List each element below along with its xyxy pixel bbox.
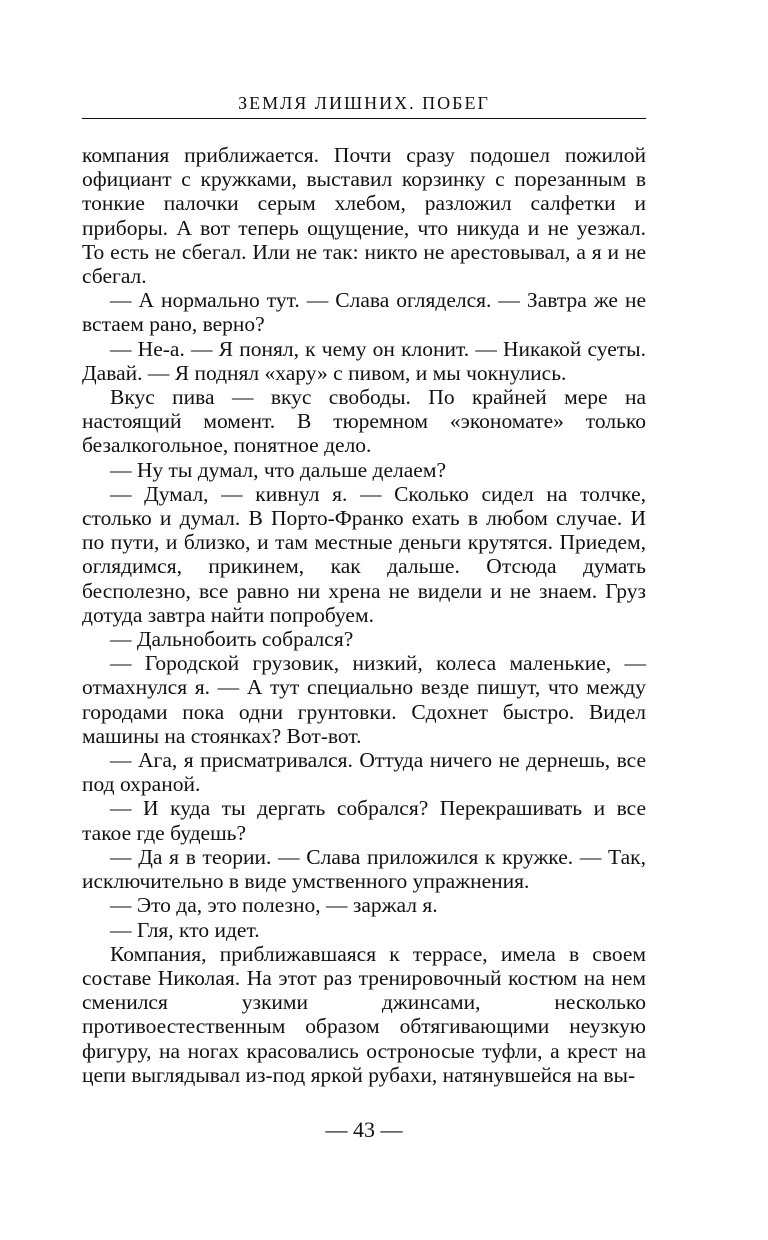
paragraph-continuation: компания приближается. Почти сразу подошел пожилой официант с кружками, выставил корзинку с порезанным в тонкие палочки серым хлебом, разложил салфетки и приборы. А вот теперь ощущение, что никуда и не уезжал. То есть не сбегал. Или не так: никто не арестовывал, а я и не сбегал. [82, 143, 646, 289]
paragraph: — Ага, я присматривался. Оттуда ничего не дернешь, все под охраной. [82, 748, 646, 797]
paragraph: — Гля, кто идет. [110, 917, 260, 942]
paragraph: — И куда ты дергать собрался? Перекрашивать и все такое где будешь? [82, 796, 646, 845]
paragraph: — Ну ты думал, что дальше делаем? [110, 457, 446, 482]
paragraph: — Это да, это полезно, — заржал я. [110, 893, 438, 918]
paragraph: — Дальнобоить собрался? [110, 627, 354, 652]
paragraph: Компания, приближавшаяся к террасе, имела в своем составе Николая. На этот раз тренировочный костюм на нем сменился узкими джинсами, несколько противоестественным образом обтягивающими неузкую фигуру, на ногах красовались остроносые туфли, а крест на цепи выглядывал из-под яркой рубахи, натянувшейся на вы- [82, 941, 646, 1087]
page-number: — 43 — [325, 1117, 403, 1142]
paragraph: — Не-а. — Я понял, к чему он клонит. — Никакой суеты. Давай. — Я поднял «хару» с пивом, и мы чокнулись. [82, 336, 646, 385]
body-text [82, 143, 646, 1087]
paragraph: — Да я в теории. — Слава приложился к кружке. — Так, исключительно в виде умственного упражнения. [82, 844, 646, 894]
paragraph: Вкус пива — вкус свободы. По крайней мере на настоящий момент. В тюремном «экономате» только безалкогольное, понятное дело. [82, 385, 646, 458]
paragraph: — А нормально тут. — Слава огляделся. — Завтра же не встаем рано, верно? [82, 288, 646, 337]
paragraph: — Городской грузовик, низкий, колеса маленькие, — отмахнулся я. — А тут специально везде пишут, что между городами пока одни грунтовки. Сдохнет быстро. Видел машины на стоянках? Вот-вот. [82, 651, 646, 748]
running-head-title: ЗЕМЛЯ ЛИШНИХ. ПОБЕГ [238, 93, 490, 113]
header-rule [82, 118, 646, 119]
paragraph: — Думал, — кивнул я. — Сколько сидел на толчке, столько и думал. В Порто-Франко ехать в любом случае. И по пути, и близко, и там местные деньги крутятся. Приедем, оглядимся, прикинем, как дальше. Отсюда думать бесполезно, все равно ни хрена не видели и не знаем. Груз дотуда завтра найти попробуем. [82, 481, 646, 627]
